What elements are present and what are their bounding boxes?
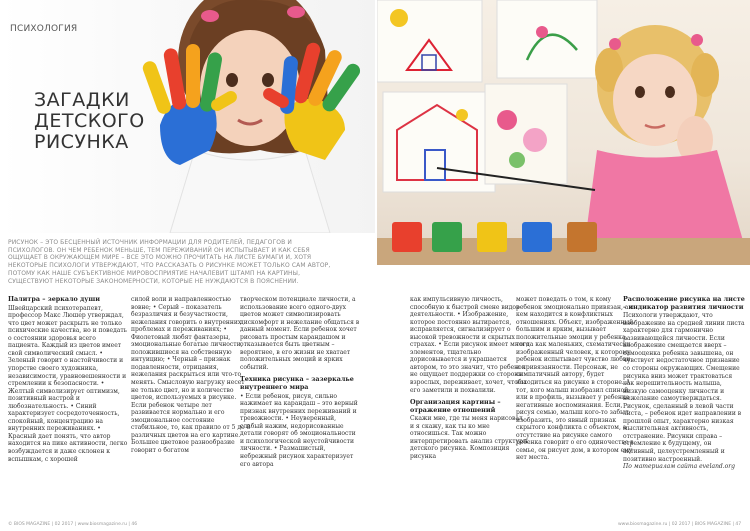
- text-column-5: [516, 296, 636, 518]
- text-column-2: [131, 296, 251, 518]
- title-line-2: ДЕТСКОГО: [34, 110, 145, 132]
- article-title: [34, 90, 145, 153]
- page-footer-left: © BIOS MAGAZINE | 02 2017 | www.biosmagazine.ru | 46: [8, 522, 138, 527]
- paragraph: силой воли и направленностью вовне; • Серый – показатель безразличия и безучастности, нежелания говорить о внутренних проблемах и переживаниях; • Фиолетовый любят фантазеры, эмоциональные богатые личности, положившиеся на собственную интуицию; • Черный – признак подавленности, отрицания, нежелания раскрыться или что-то менять. Смысловую нагрузку несет не только цвет, но и количество цветов, используемых в рисунке. Если ребенок четыре лет развивается нормально и его эмоциональное состояние стабильное, то, как правило от 5 до 8 различных цветов на его картине. Большее цветовое разнообразие говорит о богатом: [131, 296, 251, 454]
- title-line-3: РИСУНКА: [34, 131, 129, 153]
- subheading-placement: Расположение рисунка на листе – индикатор развития личности: [623, 296, 745, 311]
- text-column-3: [240, 296, 360, 518]
- photo-girl-drawing: [377, 0, 750, 265]
- section-label: ПСИХОЛОГИЯ: [10, 24, 78, 34]
- paragraph: Швейцарский психотерапевт, профессор Макс Люшер утверждал, что цвет может раскрыть не только психические качества, но и поведать о состоянии здоровья всего пациента. Каждый из цветов имеет свой символический смысл. • Зеленый говорит о настойчивости и упорстве своего художника, независимости, уравновешенности и стремлении к безопасности. • Желтый символизирует оптимизм, позитивный настрой и любознательность. • Синий характеризует сосредоточенность, спокойный, концентрацию на внутренних переживаниях. • Красный дает понять, что автор находится на пике активности, легко возбуждается и даже склонен к вспышкам, с хорошей: [8, 304, 128, 463]
- paragraph: Скажи мне, где ты меня нарисовал, и я скажу, как ты ко мне относишься. Так можно интерпретировать анализ структуры детского рисунка. Композиция рисунка: [410, 415, 528, 461]
- paragraph: Психологи утверждают, что изображение на средней линии листа характерно для гармонично развивающейся личности. Если изображение смещается вверх – самооценка ребенка завышена, он чувствует недостаточное признание со стороны окружающих. Смещение рисунка вниз может трактоваться как нерешительность малыша, низкую самооценку личности и нежелание самоутверждаться. Рисунок, сделанный в левой части листа, – ребенок идет направлении в прошлой опыт, характерно низкая мыслительная активность, отстранение. Рисунки справа – стремление к будущему, он активный, целеустремленный и позитивно настроенный.: [623, 312, 745, 463]
- subheading-organization: Организация картины – отражение отношений: [410, 398, 501, 414]
- paragraph: • Если ребенок, рисуя, сильно нажимает на карандаш – это верный признак внутренних переживаний и тревожности. • Неуверенный, слабый нажим, недорисованные детали говорят об эмоциональности и психологической неустойчивости личности. • Размашистый, небрежный рисунок характеризует его автора: [240, 392, 358, 468]
- paragraph: творческом потенциале личности, а использование всего одного-двух цветов может символизировать дискомфорт и нежелание общаться в данный момент. Если ребенок хочет рисовать простым карандашом и отказывается быть цветным – вероятнее, в его жизни не хватает положительных эмоций и ярких событий.: [240, 296, 360, 371]
- title-line-1: ЗАГАДКИ: [34, 89, 130, 111]
- page-footer-right: www.biosmagazine.ru | 02 2017 | BIOS MAGAZINE | 47: [618, 522, 742, 527]
- girl-drawing-illustration: [377, 0, 750, 265]
- text-column-4: [410, 296, 530, 518]
- text-column-1: [8, 296, 128, 518]
- subheading-technique: Техника рисунка – зазеркалье внутреннего мира: [240, 375, 354, 392]
- article-lead: РИСУНОК – ЭТО БЕСЦЕННЫЙ ИСТОЧНИК ИНФОРМАЦИИ ДЛЯ РОДИТЕЛЕЙ, ПЕДАГОГОВ И ПСИХОЛОГОВ. ОН ЧЕМ РЕБЕНОК МЕНЬШЕ, ТЕМ ПЕРЕЖИВАНИЙ ОН ИСПЫТЫВАЕТ И КАК СЕБЯ ОЩУЩАЕТ В ОКРУЖАЮЩЕМ МИРЕ – ВСЕ ЭТО МОЖНО ПРОЧИТАТЬ НА ЛИСТЕ БУМАГИ И, ХОТЯ НЕКОТОРЫЕ ПСИХОЛОГИ УТВЕРЖДАЮТ, ЧТО РАССКАЗАТЬ О РИСУНКЕ МОЖЕТ ТОЛЬКО САМ АВТОР, ПОТОМУ КАК НАШЕ СУБЪЕКТИВНОЕ МИРОВОСПРИЯТИЕ НАЧАЛЕВИТ ШТАМП НА КАРТИНЫ, СУЩЕСТВУЮТ НЕКОТОРЫЕ ЗАКОНОМЕРНОСТИ, КОТОРЫЕ НЕ НУЖДАЮТСЯ В ПОЯСНЕНИИ.: [8, 239, 331, 285]
- paragraph: может поведать о том, к кому ребенок эмоционально привязан, а с кем находится в конфликтных отношениях. Объект, изображенный большим и ярким, вызывает положительные эмоции у ребенка, тогда как маленьких, схематически изображенный человек, к которому ребенок испытывает чувство любви и привязанности. Персонаж, не симпатичный автору, будет находиться на рисунке в стороне. А тот, кого малыш изобразил спиной или в профиль, вызывает у ребенка негативные воспоминания. Если, рисуя семью, малыш кого-то забыл изобразить, это явный признак скрытого конфликта с объектом, а отсутствие на рисунке самого ребенка говорит о его одиночестве в семье, он рисует дом, в котором ему нет места.: [516, 296, 634, 462]
- subheading-palette: Палитра – зеркало души: [8, 296, 100, 303]
- footnote: По материалам сайта eveland.org: [623, 463, 736, 471]
- paragraph: как импульсивную личность, способную к быстрой смене видов деятельности. • Изображение, которое постоянно вытирается, исправляется, сигнализирует о высокой тревожности и скрытых страхах. • Если рисунок имеет много элементов, тщательно дорисовывается и украшается автором, то это значит, что ребенок не ощущает поддержки со стороны взрослых, переживает, хочет, чтобы его заметили и похвалили.: [410, 296, 530, 394]
- text-column-6: [623, 296, 745, 518]
